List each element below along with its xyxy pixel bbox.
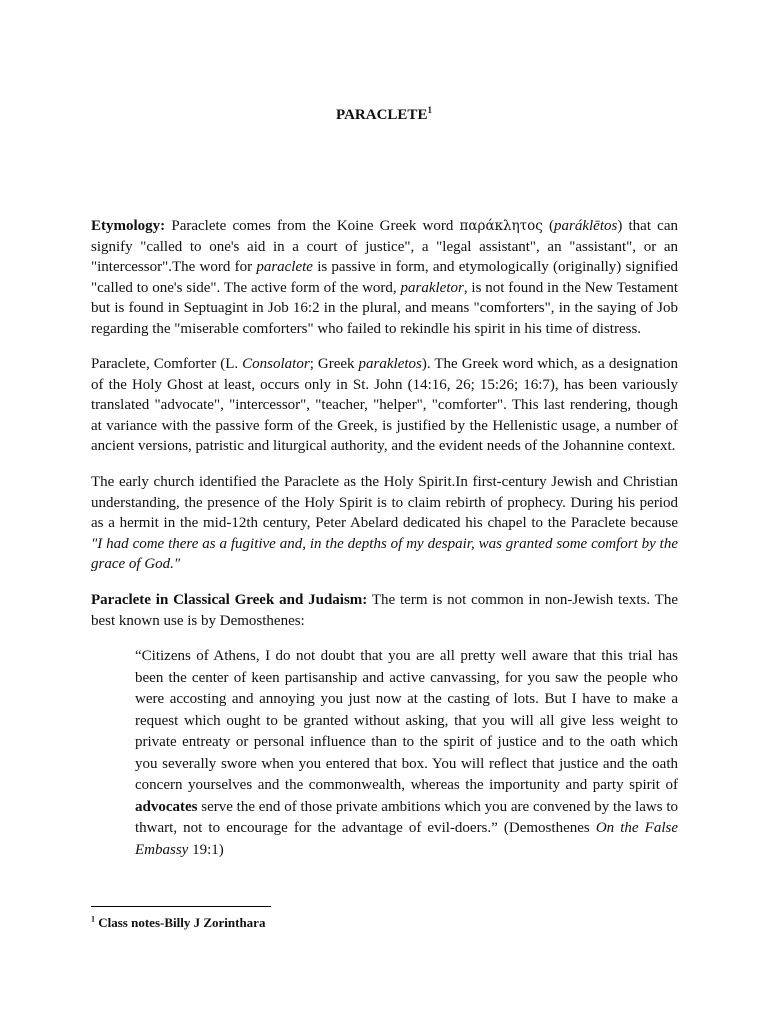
etymology-text-5: , is not found in the New Testament but is found in Septuagint in Job 16:2 in the plural, and means "comforters", in the saying of Job regarding the "miserable comforters" who failed to rekindle his spirit in his time of distress. [91,279,678,337]
transliteration: paráklētos [554,218,618,234]
footnote [91,915,265,931]
footnote-separator [91,906,271,907]
etymology-heading: Etymology: [91,218,166,234]
etymology-paragraph [91,216,678,339]
classical-heading: Paraclete in Classical Greek and Judaism: [91,592,368,608]
classical-text: The term is not common in non-Jewish texts. The best known use is by Demosthenes: [91,592,679,629]
footnote-marker: 1 [91,914,95,924]
footnote-text: Class notes-Billy J Zorinthara [95,915,266,930]
page-title [0,107,768,124]
comforter-text-3: ). The Greek word which, as a designation of the Holy Ghost at least, occurs only in St. John (14:16, 26; 15:26; 16:7), has been variously translated "advocate", "intercessor", "teacher, "helper", "comforter". This last rendering, though at variance with the passive form of the Greek, is justified by the Hellenistic usage, a number of ancient versions, patristic and liturgical authority, and the evident needs of the Johannine context. [91,356,679,454]
abelard-quote: "I had come there as a fugitive and, in the depths of my despair, was granted some comfort by the grace of God." [91,535,678,572]
classical-paragraph [91,590,678,631]
early-church-text: The early church identified the Paraclete as the Holy Spirit.In first-century Jewish and Christian understanding, the presence of the Holy Spirit is to claim rebirth of prophecy. During his period as a hermit in the mid-12th century, Peter Abelard dedicated his chapel to the Paraclete because [91,474,678,531]
demosthenes-quote [135,646,678,861]
early-church-paragraph [91,472,678,575]
comforter-paragraph [91,354,678,457]
work-title-italic: On the False Embassy [135,820,679,858]
quote-text-2: serve the end of those private ambitions which you are convened by the laws to thwart, not to encourage for the advantage of evil-doers.” (Demosthenes [135,798,678,836]
title-footnote-marker[interactable]: 1 [427,105,432,115]
paraclete-italic: paraclete [256,259,313,275]
comforter-text-2: ; Greek [309,356,359,372]
etymology-text-3: ) that can signify "called to one's aid in a court of justice", a "legal assistant", an "assistant", or an "intercessor".The word for [91,218,678,275]
advocates-bold: advocates [135,798,198,815]
quote-text-1: “Citizens of Athens, I do not doubt that you are all pretty well aware that this trial has been the center of keen partisanship and active canvassing, for you saw the people who were accosting and annoying you just now at the casting of lots. But I have to make a request which ought to be granted without asking, that you will all give less weight to private entreaty or personal influence than to the spirit of justice and to the oath which you severally swore when you entered that box. You will reflect that justice and the oath concern yourselves and the commonwealth, whereas the importunity and party spirit of [135,648,678,793]
quote-text-3: 19:1) [188,841,224,858]
greek-word: παράκλητος [459,218,543,234]
etymology-text-1: Paraclete comes from the Koine Greek word [165,218,460,234]
etymology-text-2: ( [542,218,554,234]
etymology-text-4: is passive in form, and etymologically (originally) signified "called to one's side". The active form of the word, [91,259,679,296]
comforter-text-1: Paraclete, Comforter (L. [91,356,243,372]
parakletos-italic: parakletos [358,356,422,372]
parakletor-italic: parakletor [400,279,464,296]
title-text: PARACLETE [336,107,428,123]
consolator-italic: Consolator [242,356,310,372]
